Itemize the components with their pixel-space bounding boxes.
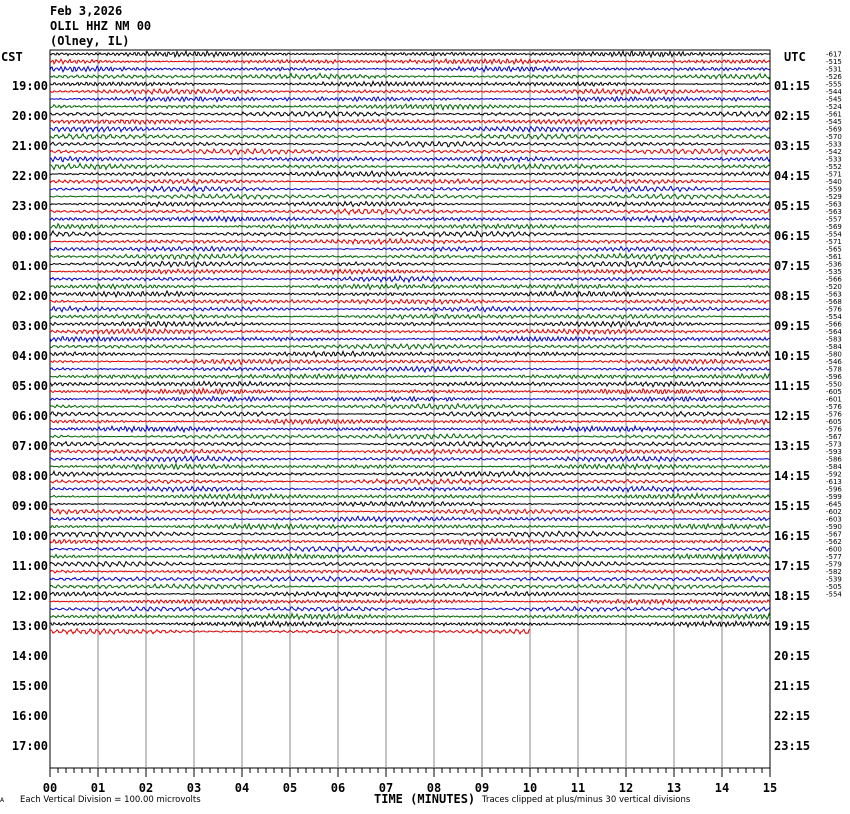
left-hour-label: 10:00 bbox=[11, 529, 48, 543]
trace-offset-label: -563 bbox=[826, 208, 842, 216]
seismic-trace bbox=[50, 119, 770, 124]
trace-offset-label: -578 bbox=[826, 365, 842, 374]
seismic-trace bbox=[50, 434, 770, 439]
trace-offset-label: -573 bbox=[826, 440, 842, 449]
trace-offset-label: -559 bbox=[826, 185, 842, 194]
trace-offset-label: -520 bbox=[826, 283, 842, 291]
left-hour-label: 00:00 bbox=[11, 229, 48, 243]
seismic-trace bbox=[50, 419, 770, 425]
right-hour-label: 13:15 bbox=[774, 439, 811, 453]
trace-offset-label: -531 bbox=[826, 65, 842, 74]
seismic-trace bbox=[50, 426, 770, 432]
seismic-trace bbox=[50, 344, 770, 349]
station-location: (Olney, IL) bbox=[50, 34, 130, 48]
trace-offset-label: -602 bbox=[826, 508, 842, 516]
trace-offset-label: -550 bbox=[826, 380, 842, 389]
seismic-trace bbox=[50, 381, 770, 386]
seismic-trace bbox=[50, 284, 770, 289]
seismic-trace bbox=[50, 299, 770, 304]
trace-offset-label: -576 bbox=[826, 425, 842, 434]
trace-offset-label: -552 bbox=[826, 163, 842, 171]
left-hour-label: 09:00 bbox=[11, 499, 48, 513]
seismic-trace bbox=[50, 81, 770, 86]
seismic-trace bbox=[50, 59, 770, 64]
right-hour-label: 19:15 bbox=[774, 619, 811, 633]
left-hour-label: 15:00 bbox=[11, 679, 48, 693]
x-tick-label: 12 bbox=[618, 781, 634, 795]
trace-offset-label: -593 bbox=[826, 448, 842, 456]
seismic-trace bbox=[50, 156, 770, 161]
seismic-trace bbox=[50, 269, 770, 274]
seismic-trace bbox=[50, 614, 770, 620]
seismic-trace bbox=[50, 607, 770, 612]
seismic-trace bbox=[50, 366, 770, 372]
trace-offset-label: -603 bbox=[826, 515, 842, 524]
trace-offset-label: -566 bbox=[826, 320, 842, 329]
left-timezone-label: CST bbox=[1, 50, 23, 64]
trace-offset-label: -565 bbox=[826, 245, 842, 254]
seismic-trace bbox=[50, 179, 770, 184]
seismic-trace bbox=[50, 456, 770, 462]
seismic-trace bbox=[50, 479, 770, 485]
seismic-trace bbox=[50, 141, 770, 147]
right-hour-label: 17:15 bbox=[774, 559, 811, 573]
trace-offset-label: -561 bbox=[826, 253, 842, 261]
trace-offset-label: -561 bbox=[826, 110, 842, 119]
right-hour-label: 16:15 bbox=[774, 529, 811, 543]
seismic-trace bbox=[50, 539, 770, 545]
seismic-trace bbox=[50, 171, 770, 176]
seismic-trace bbox=[50, 404, 770, 409]
seismic-trace bbox=[50, 599, 770, 604]
trace-offset-label: -569 bbox=[826, 125, 842, 134]
clip-note: Traces clipped at plus/minus 30 vertical divisions bbox=[482, 795, 691, 805]
seismic-trace bbox=[50, 216, 770, 222]
trace-offset-label: -566 bbox=[826, 275, 842, 284]
trace-offset-label: -570 bbox=[826, 133, 842, 141]
right-hour-label: 09:15 bbox=[774, 319, 811, 333]
x-tick-label: 03 bbox=[186, 781, 202, 795]
seismic-trace bbox=[50, 561, 770, 566]
left-hour-label: 05:00 bbox=[11, 379, 48, 393]
seismic-trace bbox=[50, 306, 770, 311]
right-hour-label: 14:15 bbox=[774, 469, 811, 483]
trace-offset-label: -545 bbox=[826, 118, 842, 126]
right-hour-label: 21:15 bbox=[774, 679, 811, 693]
trace-offset-label: -582 bbox=[826, 568, 842, 576]
trace-offset-label: -576 bbox=[826, 403, 842, 411]
trace-offset-label: -533 bbox=[826, 140, 842, 149]
trace-offset-label: -524 bbox=[826, 103, 842, 111]
trace-offset-label: -605 bbox=[826, 418, 842, 426]
right-hour-label: 03:15 bbox=[774, 139, 811, 153]
left-hour-label: 23:00 bbox=[11, 199, 48, 213]
right-hour-label: 12:15 bbox=[774, 409, 811, 423]
seismic-trace bbox=[50, 164, 770, 170]
trace-offset-label: -555 bbox=[826, 80, 842, 89]
right-hour-label: 11:15 bbox=[774, 379, 811, 393]
trace-offset-label: -569 bbox=[826, 223, 842, 231]
seismic-trace bbox=[50, 576, 770, 581]
trace-offset-label: -583 bbox=[826, 335, 842, 344]
trace-offset-label: -584 bbox=[826, 463, 842, 471]
seismic-trace bbox=[50, 291, 770, 297]
left-hour-label: 01:00 bbox=[11, 259, 48, 273]
seismic-trace bbox=[50, 621, 770, 627]
seismic-trace bbox=[50, 321, 770, 327]
trace-offset-label: -546 bbox=[826, 358, 842, 366]
x-tick-label: 09 bbox=[474, 781, 490, 795]
seismic-trace bbox=[50, 276, 770, 282]
trace-offset-label: -535 bbox=[826, 268, 842, 276]
right-hour-label: 15:15 bbox=[774, 499, 811, 513]
seismic-trace bbox=[50, 239, 770, 245]
left-hour-label: 19:00 bbox=[11, 79, 48, 93]
x-tick-label: 07 bbox=[378, 781, 394, 795]
scale-note: Each Vertical Division = 100.00 microvolts bbox=[20, 795, 201, 805]
right-hour-label: 07:15 bbox=[774, 259, 811, 273]
left-hour-label: 21:00 bbox=[11, 139, 48, 153]
left-hour-label: 11:00 bbox=[11, 559, 48, 573]
seismic-trace bbox=[50, 104, 770, 110]
trace-offset-label: -505 bbox=[826, 583, 842, 591]
trace-offset-label: -584 bbox=[826, 343, 842, 351]
trace-offset-label: -613 bbox=[826, 478, 842, 486]
trace-offset-label: -533 bbox=[826, 155, 842, 164]
seismic-trace bbox=[50, 554, 770, 559]
seismic-trace bbox=[50, 546, 770, 551]
seismic-trace bbox=[50, 254, 770, 260]
trace-offset-label: -545 bbox=[826, 95, 842, 104]
x-tick-label: 08 bbox=[426, 781, 442, 795]
left-hour-label: 13:00 bbox=[11, 619, 48, 633]
seismic-trace bbox=[50, 449, 770, 454]
seismic-trace bbox=[50, 501, 770, 506]
trace-offset-label: -557 bbox=[826, 215, 842, 224]
seismic-trace bbox=[50, 209, 770, 215]
right-hour-label: 08:15 bbox=[774, 289, 811, 303]
trace-offset-label: -564 bbox=[826, 328, 842, 336]
trace-offset-label: -599 bbox=[826, 493, 842, 501]
seismic-trace bbox=[50, 351, 770, 357]
trace-offset-label: -539 bbox=[826, 575, 842, 584]
trace-offset-label: -592 bbox=[826, 470, 842, 479]
trace-offset-label: -590 bbox=[826, 523, 842, 531]
trace-offset-label: -571 bbox=[826, 170, 842, 179]
left-hour-label: 17:00 bbox=[11, 739, 48, 753]
trace-offset-label: -544 bbox=[826, 88, 842, 96]
left-hour-label: 12:00 bbox=[11, 589, 48, 603]
seismic-trace bbox=[50, 73, 770, 79]
left-hour-label: 14:00 bbox=[11, 649, 48, 663]
trace-offset-label: -580 bbox=[826, 350, 842, 359]
left-hour-label: 22:00 bbox=[11, 169, 48, 183]
trace-offset-label: -571 bbox=[826, 238, 842, 246]
plot-frame bbox=[50, 50, 770, 768]
trace-offset-label: -554 bbox=[826, 590, 842, 599]
seismic-trace bbox=[50, 261, 770, 267]
trace-offset-label: -536 bbox=[826, 260, 842, 269]
trace-offset-label: -576 bbox=[826, 410, 842, 419]
trace-offset-label: -617 bbox=[826, 50, 842, 59]
right-hour-label: 04:15 bbox=[774, 169, 811, 183]
trace-offset-label: -645 bbox=[826, 500, 842, 509]
trace-offset-label: -563 bbox=[826, 290, 842, 299]
trace-offset-label: -605 bbox=[826, 388, 842, 396]
seismic-trace bbox=[50, 127, 770, 132]
seismic-trace bbox=[50, 471, 770, 477]
right-hour-label: 22:15 bbox=[774, 709, 811, 723]
trace-offset-label: -579 bbox=[826, 560, 842, 569]
left-hour-label: 03:00 bbox=[11, 319, 48, 333]
trace-offset-label: -526 bbox=[826, 73, 842, 81]
seismic-trace bbox=[50, 494, 770, 500]
seismic-trace bbox=[50, 186, 770, 191]
seismic-trace bbox=[50, 134, 770, 139]
seismic-trace bbox=[50, 388, 770, 394]
x-tick-label: 00 bbox=[42, 781, 58, 795]
seismic-trace bbox=[50, 336, 770, 341]
trace-offset-label: -515 bbox=[826, 58, 842, 66]
left-hour-label: 20:00 bbox=[11, 109, 48, 123]
trace-offset-label: -563 bbox=[826, 200, 842, 209]
x-tick-label: 11 bbox=[570, 781, 586, 795]
trace-offset-label: -554 bbox=[826, 230, 842, 239]
right-hour-label: 02:15 bbox=[774, 109, 811, 123]
seismic-trace bbox=[50, 97, 770, 102]
seismic-trace bbox=[50, 374, 770, 379]
x-axis-title: TIME (MINUTES) bbox=[374, 792, 476, 806]
seismic-trace bbox=[50, 359, 770, 364]
trace-offset-label: -586 bbox=[826, 455, 842, 464]
left-hour-label: 07:00 bbox=[11, 439, 48, 453]
trace-offset-label: -554 bbox=[826, 313, 842, 321]
trace-offset-label: -529 bbox=[826, 193, 842, 201]
trace-offset-label: -576 bbox=[826, 305, 842, 314]
seismic-trace bbox=[50, 464, 770, 470]
seismic-trace bbox=[50, 568, 770, 574]
trace-offset-label: -600 bbox=[826, 545, 842, 554]
trace-offset-label: -567 bbox=[826, 530, 842, 539]
seismic-trace bbox=[50, 442, 770, 447]
seismic-trace bbox=[50, 584, 770, 589]
trace-offset-label: -542 bbox=[826, 148, 842, 156]
seismic-trace bbox=[50, 531, 770, 537]
left-hour-label: 02:00 bbox=[11, 289, 48, 303]
trace-offset-label: -596 bbox=[826, 485, 842, 494]
right-hour-label: 18:15 bbox=[774, 589, 811, 603]
right-hour-label: 06:15 bbox=[774, 229, 811, 243]
seismic-trace bbox=[50, 224, 770, 229]
seismic-trace bbox=[50, 51, 770, 57]
seismic-trace bbox=[50, 314, 770, 319]
x-tick-label: 01 bbox=[90, 781, 106, 795]
left-hour-label: 08:00 bbox=[11, 469, 48, 483]
seismic-trace bbox=[50, 149, 770, 155]
right-hour-label: 01:15 bbox=[774, 79, 811, 93]
x-tick-label: 13 bbox=[666, 781, 682, 795]
x-tick-label: 04 bbox=[234, 781, 250, 795]
trace-offset-label: -596 bbox=[826, 373, 842, 381]
seismic-trace bbox=[50, 231, 770, 237]
right-hour-label: 20:15 bbox=[774, 649, 811, 663]
right-hour-label: 23:15 bbox=[774, 739, 811, 753]
seismic-trace bbox=[50, 66, 770, 72]
seismic-trace bbox=[50, 329, 770, 335]
seismic-trace bbox=[50, 524, 770, 530]
seismic-trace bbox=[50, 516, 770, 522]
seismic-trace bbox=[50, 396, 770, 401]
trace-offset-label: -568 bbox=[826, 298, 842, 306]
left-hour-label: 06:00 bbox=[11, 409, 48, 423]
corner-mark: A bbox=[0, 797, 5, 804]
station-code: OLIL HHZ NM 00 bbox=[50, 19, 152, 33]
right-hour-label: 05:15 bbox=[774, 199, 811, 213]
trace-offset-label: -577 bbox=[826, 553, 842, 561]
trace-offset-label: -601 bbox=[826, 395, 842, 404]
x-tick-label: 10 bbox=[522, 781, 538, 795]
trace-offset-label: -562 bbox=[826, 538, 842, 546]
right-hour-label: 10:15 bbox=[774, 349, 811, 363]
seismic-trace bbox=[50, 592, 770, 597]
seismic-trace bbox=[50, 89, 770, 95]
x-tick-label: 05 bbox=[282, 781, 298, 795]
seismic-trace bbox=[50, 194, 770, 199]
left-hour-label: 04:00 bbox=[11, 349, 48, 363]
x-tick-label: 06 bbox=[330, 781, 346, 795]
x-tick-label: 02 bbox=[138, 781, 154, 795]
seismic-trace bbox=[50, 247, 770, 252]
record-date: Feb 3,2026 bbox=[50, 4, 123, 18]
seismic-trace bbox=[50, 201, 770, 206]
seismic-trace bbox=[50, 486, 770, 491]
seismic-trace bbox=[50, 412, 770, 417]
left-hour-label: 16:00 bbox=[11, 709, 48, 723]
seismic-trace bbox=[50, 111, 770, 117]
seismic-trace bbox=[50, 509, 770, 514]
right-timezone-label: UTC bbox=[784, 50, 806, 64]
x-tick-label: 14 bbox=[714, 781, 730, 795]
trace-offset-label: -567 bbox=[826, 433, 842, 441]
trace-offset-label: -540 bbox=[826, 178, 842, 186]
x-tick-label: 15 bbox=[762, 781, 778, 795]
